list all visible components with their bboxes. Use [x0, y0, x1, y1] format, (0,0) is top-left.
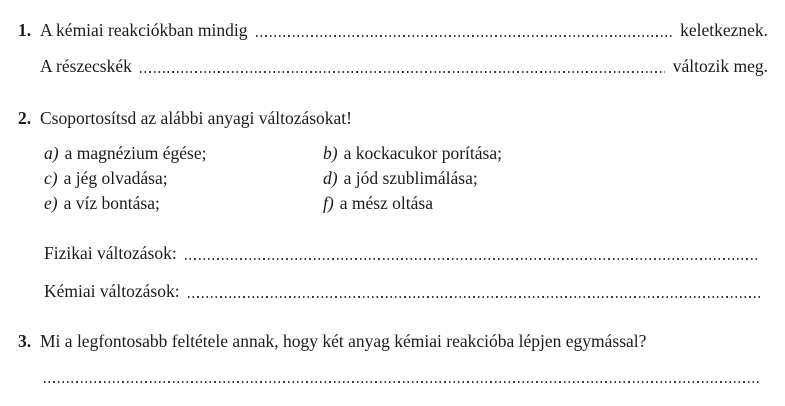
item-text: a víz bontása;	[63, 193, 160, 213]
item-text: a magnézium égése;	[64, 143, 207, 163]
chemical-changes-blank-line	[188, 296, 760, 298]
item-letter: f)	[323, 193, 334, 213]
list-item-e	[44, 192, 323, 214]
question-1-line2-text-before-blank: A részecskék	[40, 56, 132, 76]
answer-blank-line-2	[140, 71, 665, 73]
question-1-number: 1.	[18, 20, 32, 40]
chemical-changes-row	[44, 280, 768, 302]
item-letter: a)	[44, 143, 59, 163]
list-item-b	[323, 142, 768, 164]
question-3-prompt: Mi a legfontosabb feltétele annak, hogy két anyag kémiai reakcióba lépjen egymással?	[40, 331, 647, 351]
item-letter: d)	[323, 168, 338, 188]
list-item-f	[323, 192, 768, 214]
question-2-header	[18, 107, 768, 129]
item-text: a jód szublimálása;	[343, 168, 478, 188]
physical-changes-row	[44, 242, 768, 264]
item-text: a jég olvadása;	[63, 168, 168, 188]
question-2-number: 2.	[18, 108, 32, 128]
question-1-line2-text-after-blank: változik meg.	[672, 56, 768, 76]
item-text: a mész oltása	[339, 193, 433, 213]
question-1-line-2	[40, 55, 768, 77]
answer-blank-line-1	[256, 35, 673, 37]
list-item-c	[44, 167, 323, 189]
item-letter: e)	[44, 193, 58, 213]
question-3-blank-line	[44, 381, 760, 383]
question-1-line-1	[18, 19, 768, 41]
physical-changes-label: Fizikai változások:	[44, 243, 177, 263]
list-item-d	[323, 167, 768, 189]
item-letter: b)	[323, 143, 338, 163]
item-text: a kockacukor porítása;	[343, 143, 502, 163]
physical-changes-blank-line	[185, 258, 760, 260]
question-3-header	[18, 330, 768, 352]
question-2-prompt: Csoportosítsd az alábbi anyagi változásokat!	[40, 108, 353, 128]
question-1-text-after-blank: keletkeznek.	[680, 20, 768, 40]
chemical-changes-label: Kémiai változások:	[44, 281, 180, 301]
question-3-number: 3.	[18, 331, 32, 351]
item-letter: c)	[44, 168, 58, 188]
material-change-list	[44, 142, 768, 214]
list-item-a	[44, 142, 323, 164]
question-1-text-before-blank: A kémiai reakciókban mindig	[40, 20, 248, 40]
